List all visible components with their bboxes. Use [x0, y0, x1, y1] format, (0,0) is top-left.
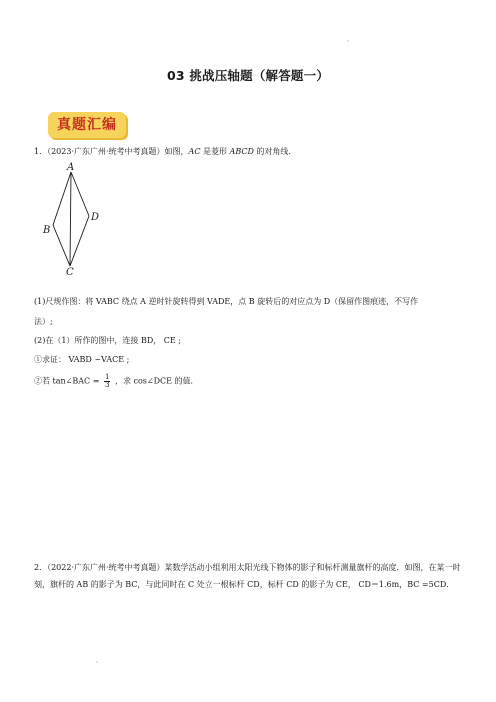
question-1-abcd: ABCD — [229, 147, 254, 156]
page-title: 03 挑战压轴题（解答题一） — [166, 68, 330, 83]
question-2-stem: 2．（2022·广东广州·统考中考真题）某数学活动小组利用太阳光线下物体的影子和标杆测量旗杆的高度．如图，在某一时刻，旗杆的 AB 的影子为 BC，与此同时在 C 处立一根标杆 CD，标杆 CD 的影子为 CE， CD＝1.6m，BC =5CD． — [34, 563, 461, 589]
fraction-one-third — [104, 374, 110, 389]
rhombus-figure — [40, 162, 106, 276]
question-1-ac: AC — [188, 147, 201, 156]
question-1-stem — [34, 146, 296, 157]
scan-speck — [96, 661, 98, 663]
question-1-part-1-cont: 法）; — [34, 317, 53, 326]
scan-speck — [347, 40, 349, 42]
vertex-label-a: A — [67, 162, 75, 173]
fraction-denominator: 3 — [104, 381, 110, 389]
question-1-part-2-2 — [34, 374, 199, 389]
vertex-label-d: D — [91, 212, 100, 223]
side-bc — [53, 225, 70, 266]
section-badge-label: 真题汇编 — [57, 117, 117, 133]
vertex-label-c: C — [66, 267, 74, 276]
side-cd — [70, 216, 89, 266]
question-1-stem-end: 的对角线． — [253, 147, 297, 156]
question-1-part-1: (1)尺规作图：将 VABC 绕点 A 逆时针旋转得到 VADE，点 B 旋转后的对应点为 D（保留作图痕迹，不写作 — [34, 297, 419, 306]
vertex-label-b: B — [43, 225, 51, 236]
section-badge — [48, 112, 126, 138]
side-ab — [53, 172, 71, 225]
question-1-part-2-1: ①求证： VABD ∽VACE ; — [34, 355, 130, 364]
fraction-numerator: 1 — [104, 373, 110, 381]
question-1-stem-mid: 是菱形 — [200, 147, 230, 156]
question-1-part-2: (2)在（1）所作的图中，连接 BD， CE ; — [34, 336, 181, 345]
question-1-stem-text: 1．（2023·广东广州·统考中考真题）如图， — [34, 147, 189, 156]
diagonal-ac — [70, 172, 71, 266]
side-da — [71, 172, 89, 216]
tan-expression: ②若 tan∠BAC = — [34, 376, 100, 386]
cos-expression: ，求 cos∠DCE 的值． — [114, 376, 199, 386]
